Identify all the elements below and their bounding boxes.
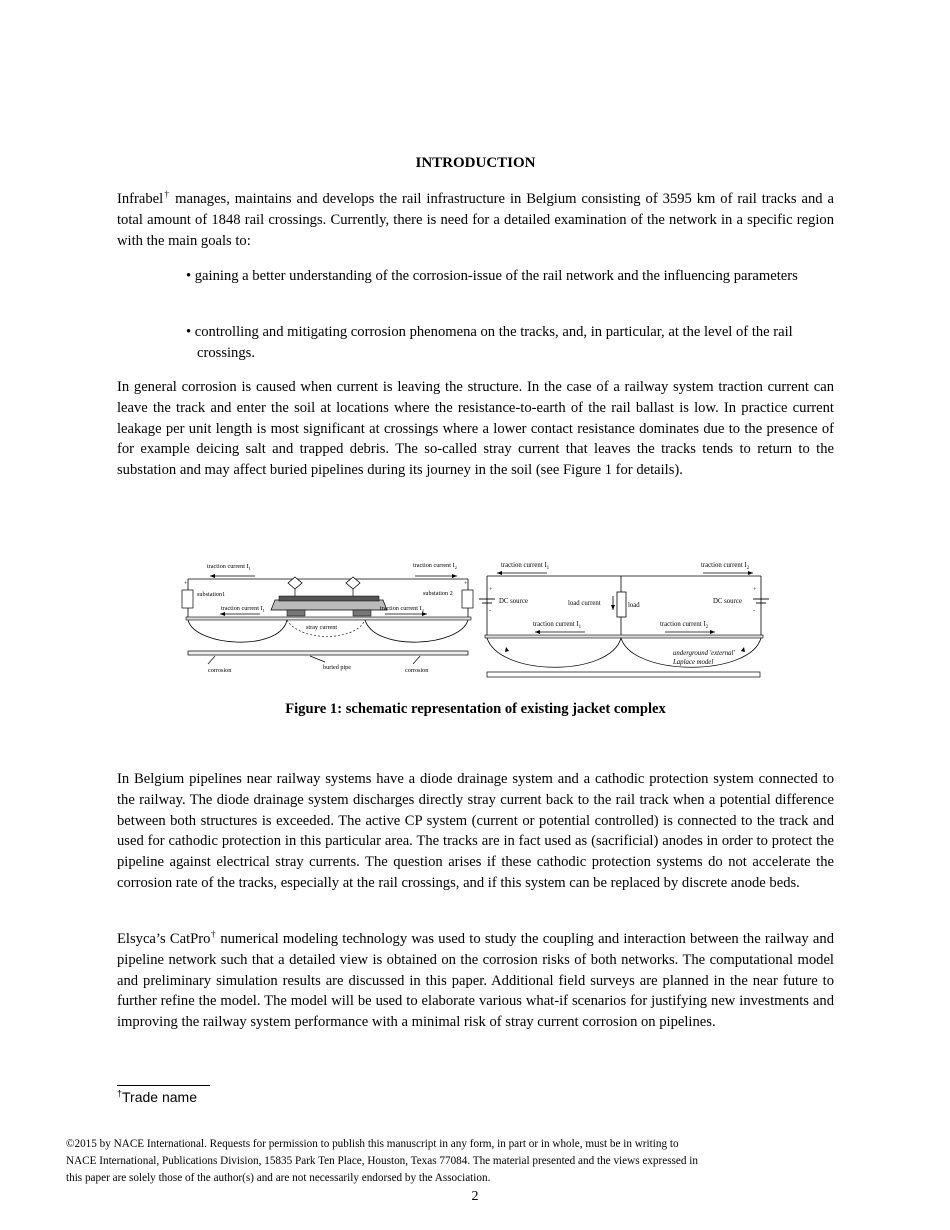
copyright-line: NACE International, Publications Division, 15835 Park Ten Place, Houston, Texas 77084. The material presented and the views expressed in — [66, 1155, 698, 1167]
label-laplace-1: underground 'external' — [673, 650, 735, 657]
label-load: load — [628, 602, 640, 609]
page-number: 2 — [471, 1189, 479, 1204]
footnote-mark: † — [117, 1088, 123, 1099]
body-paragraph: In Belgium pipelines near railway systems have a diode drainage system and a cathodic protection system connected to the railway. The diode drainage system discharges directly stray current back to the rail track when a potential difference between both structures is exceeded. The active CP system (current or potential controlled) is connected to the track and used for cathodic protection in this particular area. The tracks are in fact used as (sacrificial) anodes in order to protect the pipeline against electrical stray currents. The question arises if these cathodic protection systems do not accelerate the corrosion rate of the tracks, especially at the rail crossings, and if this system can be replaced by discrete anode beds. — [117, 771, 834, 891]
substation-1-box — [182, 590, 193, 608]
svg-text:-: - — [489, 608, 491, 614]
label-laplace-2: Laplace model — [673, 659, 714, 666]
svg-text:+: + — [464, 581, 468, 587]
body-paragraph — [117, 929, 834, 1033]
section-heading: INTRODUCTION — [415, 155, 536, 171]
para4-lead: Elsyca’s CatPro — [117, 931, 211, 947]
svg-text:+: + — [184, 581, 188, 587]
label-substation-2: substation 2 — [423, 590, 453, 597]
label-traction-current-lower-1: traction current $I_1$ — [221, 605, 265, 613]
label-buried-pipe: buried pipe — [323, 664, 352, 671]
para4-rest: numerical modeling technology was used to study the coupling and interaction between the railway and pipeline network such that a detailed view is obtained on the corrosion risks of both networks. The computational model and preliminary simulation results are discussed in this paper. Additional field surveys are planned in the near future to further refine the model. The model will be used to elaborate various what-if scenarios for justifying new investments and improving the railway system performance with a minimal risk of stray current corrosion on pipelines. — [117, 931, 835, 1031]
ground-model-base — [487, 672, 760, 677]
trade-mark-symbol: † — [163, 189, 171, 200]
load-resistor — [617, 592, 626, 617]
label-dc-source-right: DC source — [713, 598, 742, 605]
footnote — [117, 1089, 197, 1105]
svg-text:+: + — [753, 587, 757, 593]
label-corrosion-right: corrosion — [405, 667, 429, 674]
copyright-line: this paper are solely those of the author(s) and are not necessarily endorsed by the Association. — [66, 1172, 491, 1184]
svg-text:+: + — [489, 587, 493, 593]
label-traction-current-2: traction current $I_2$ — [413, 562, 457, 570]
label-traction-current-1: traction current $I_1$ — [207, 563, 251, 571]
train — [271, 577, 387, 616]
label-corrosion-left: corrosion — [208, 667, 232, 674]
figure-1-schematic — [175, 552, 775, 684]
rail-track — [186, 617, 471, 620]
intro-rest: manages, maintains and develops the rail infrastructure in Belgium consisting of 3595 km of rail tracks and a total amount of 1848 rail crossings. Currently, there is need for a detailed examination of the network in a specific region with the main goals to: — [117, 191, 834, 249]
label-rt-traction-current-1: traction current $I_1$ — [501, 562, 550, 571]
label-stray-current: stray current — [306, 624, 338, 631]
right-diagram — [479, 562, 769, 677]
bullet-item: • controlling and mitigating corrosion phenomena on the tracks, and, in particular, at the level of the rail crossings. — [186, 324, 793, 361]
left-diagram — [182, 562, 473, 674]
intro-lead: Infrabel — [117, 191, 164, 207]
footnote-text: Trade name — [122, 1089, 197, 1105]
rail-track-model — [485, 635, 763, 638]
svg-text:-: - — [753, 608, 755, 614]
label-rt-traction-current-lower-1: traction current $I_1$ — [533, 621, 582, 630]
body-paragraph: In general corrosion is caused when current is leaving the structure. In the case of a railway system traction current can leave the track and enter the soil at locations where the resistance-to-earth of the rail ballast is low. In practice current leakage per unit length is most significant at crossings where a lower contact resistance dominates due to the presence of for example deicing salt and trapped debris. The so-called stray current that leaves the tracks tends to return to the substation and may affect buried pipelines during its journey in the soil (see Figure 1 for details). — [117, 379, 834, 479]
label-load-current: load current — [568, 600, 601, 607]
label-traction-current-lower-2: traction current $I_2$ — [380, 605, 424, 613]
copyright-notice — [66, 1136, 826, 1187]
copyright-line: ©2015 by NACE International. Requests for permission to publish this manuscript in any form, in part or in whole, must be in writing to — [66, 1138, 679, 1150]
figure-caption: Figure 1: schematic representation of existing jacket complex — [285, 701, 666, 717]
buried-pipe — [188, 651, 468, 655]
trade-mark-symbol: † — [210, 929, 217, 940]
substation-2-box — [462, 590, 473, 608]
label-dc-source-left: DC source — [499, 598, 528, 605]
bullet-item: • gaining a better understanding of the corrosion-issue of the rail network and the influencing parameters — [186, 268, 798, 284]
label-rt-traction-current-2: traction current $I_2$ — [701, 562, 750, 571]
label-substation-1: substation1 — [197, 591, 226, 598]
intro-paragraph — [117, 189, 834, 251]
footnote-divider — [117, 1085, 210, 1086]
label-rt-traction-current-lower-2: traction current $I_2$ — [660, 621, 709, 630]
